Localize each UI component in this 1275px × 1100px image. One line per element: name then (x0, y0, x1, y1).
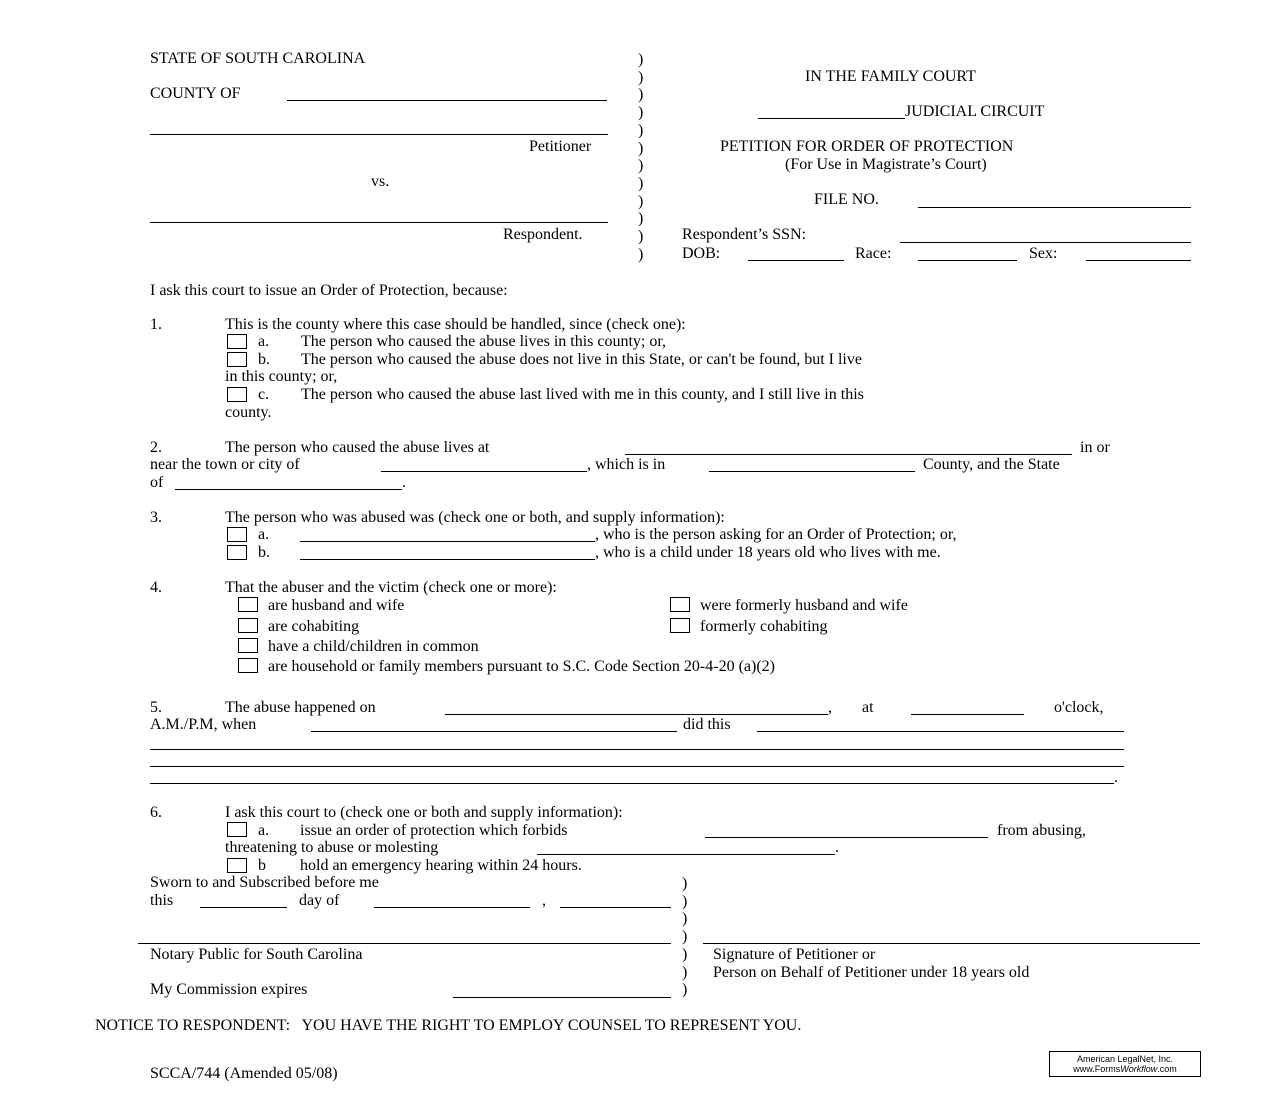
abuse-description-field-1[interactable] (757, 731, 1124, 732)
logo-url: www.FormsWorkflow.com (1073, 1064, 1177, 1074)
section-1b-text: The person who caused the abuse does not live in this State, or can't be found, but I live (301, 351, 862, 368)
sworn-year-field[interactable] (560, 907, 671, 908)
petitioner-label: Petitioner (529, 138, 592, 155)
race-label: Race: (855, 245, 892, 262)
section-6b-letter: b (258, 857, 266, 874)
file-no-field[interactable] (918, 207, 1191, 208)
household-members-checkbox[interactable] (238, 658, 258, 673)
sworn-this-label: this (150, 892, 174, 909)
abuser-state-field[interactable] (175, 489, 402, 490)
state-label: STATE OF SOUTH CAROLINA (150, 50, 366, 67)
section-3b-name-field[interactable] (300, 559, 595, 560)
notary-label: Notary Public for South Carolina (150, 946, 363, 963)
section-1a-text: The person who caused the abuse lives in this county; or, (301, 333, 667, 350)
section-3-number: 3. (150, 509, 162, 526)
sworn-comma: , (542, 892, 546, 909)
cohabiting-checkbox[interactable] (238, 618, 258, 633)
intro-text: I ask this court to issue an Order of Protection, because: (150, 282, 508, 299)
section-2-county-label: County, and the State (923, 456, 1060, 473)
section-6-number: 6. (150, 804, 162, 821)
abuse-description-field-4[interactable] (150, 783, 1114, 784)
abuser-name-field[interactable] (311, 731, 677, 732)
section-4-number: 4. (150, 579, 162, 596)
notice-to-respondent: NOTICE TO RESPONDENT: YOU HAVE THE RIGHT TO EMPLOY COUNSEL TO REPRESENT YOU. (95, 1017, 802, 1034)
abuser-town-field[interactable] (381, 471, 587, 472)
section-2-town-label: near the town or city of (150, 456, 300, 473)
section-5-period: . (1114, 769, 1118, 786)
section-6b-checkbox[interactable] (227, 858, 247, 873)
vs-label: vs. (371, 173, 390, 190)
husband-wife-checkbox[interactable] (238, 597, 258, 612)
section-3a-name-field[interactable] (300, 541, 595, 542)
dob-field[interactable] (748, 260, 844, 261)
abuse-date-field[interactable] (445, 714, 828, 715)
section-3a-letter: a. (258, 526, 270, 543)
section-6a-text-cont: threatening to abuse or molesting (225, 839, 439, 856)
section-3b-letter: b. (258, 544, 270, 561)
section-1c-checkbox[interactable] (227, 387, 247, 402)
abuser-address-field[interactable] (625, 454, 1072, 455)
sworn-day-of-label: day of (299, 892, 340, 909)
court-label: IN THE FAMILY COURT (805, 68, 976, 85)
judicial-circuit-field[interactable] (758, 118, 905, 119)
section-2-of-label: of (150, 474, 164, 491)
section-1c-letter: c. (258, 386, 270, 403)
sworn-month-field[interactable] (374, 907, 530, 908)
section-3a-text: , who is the person asking for an Order of Protection; or, (595, 526, 957, 543)
ssn-label: Respondent’s SSN: (682, 226, 807, 243)
section-5-text: The abuse happened on (225, 699, 376, 716)
formerly-husband-wife-label: were formerly husband and wife (700, 597, 908, 614)
form-title: PETITION FOR ORDER OF PROTECTION (720, 138, 1014, 155)
abuser-county-field[interactable] (709, 471, 915, 472)
legalnet-logo (1049, 1051, 1201, 1077)
household-members-label: are household or family members pursuant to S.C. Code Section 20-4-20 (a)(2) (268, 658, 775, 675)
section-5-ampm: A.M./P.M, when (150, 716, 257, 733)
section-4-text: That the abuser and the victim (check one or more): (225, 579, 557, 596)
logo-company: American LegalNet, Inc. (1076, 1054, 1174, 1064)
section-3b-text: , who is a child under 18 years old who lives with me. (595, 544, 941, 561)
sex-label: Sex: (1029, 245, 1058, 262)
section-5-did-this: did this (683, 716, 731, 733)
petitioner-name-field[interactable] (150, 134, 608, 135)
section-3-text: The person who was abused was (check one or both, and supply information): (225, 509, 725, 526)
formerly-cohabiting-label: formerly cohabiting (700, 618, 828, 635)
dob-label: DOB: (682, 245, 721, 262)
abuse-time-field[interactable] (911, 714, 1024, 715)
section-6-text: I ask this court to (check one or both and supply information): (225, 804, 623, 821)
section-1b-checkbox[interactable] (227, 352, 247, 367)
section-1b-letter: b. (258, 351, 270, 368)
caption-parentheses: ) ) ) ) ) ) ) ) ) ) ) ) (638, 51, 644, 263)
section-6b-text: hold an emergency hearing within 24 hours. (300, 857, 582, 874)
commission-expires-field[interactable] (453, 997, 671, 998)
section-3b-checkbox[interactable] (227, 545, 247, 560)
respondent-label: Respondent. (503, 226, 583, 243)
protected-person-field[interactable] (537, 854, 835, 855)
sworn-text: Sworn to and Subscribed before me (150, 874, 379, 891)
county-field[interactable] (287, 100, 607, 101)
section-5-oclock: o'clock, (1054, 699, 1104, 716)
section-2-number: 2. (150, 439, 162, 456)
section-5-at-label: at (862, 699, 874, 716)
form-subtitle: (For Use in Magistrate’s Court) (785, 156, 987, 173)
file-no-label: FILE NO. (814, 191, 879, 208)
section-2-in-or: in or (1080, 439, 1110, 456)
signature-label-2: Person on Behalf of Petitioner under 18 years old (713, 964, 1030, 981)
section-6a-text: issue an order of protection which forbids (300, 822, 568, 839)
judicial-circuit-label: JUDICIAL CIRCUIT (905, 103, 1045, 120)
ssn-field[interactable] (900, 242, 1191, 243)
commission-label: My Commission expires (150, 981, 308, 998)
section-6a-checkbox[interactable] (227, 822, 247, 837)
section-2-which-label: , which is in (587, 456, 666, 473)
county-label: COUNTY OF (150, 85, 241, 102)
respondent-name-field[interactable] (150, 222, 608, 223)
section-1a-letter: a. (258, 333, 270, 350)
cohabiting-label: are cohabiting (268, 618, 360, 635)
formerly-cohabiting-checkbox[interactable] (670, 618, 690, 633)
section-1a-checkbox[interactable] (227, 334, 247, 349)
sworn-day-field[interactable] (200, 907, 287, 908)
child-in-common-checkbox[interactable] (238, 638, 258, 653)
section-5-comma: , (828, 699, 832, 716)
signature-label-1: Signature of Petitioner or (713, 946, 876, 963)
section-6a-from-abusing: from abusing, (997, 822, 1086, 839)
section-6a-letter: a. (258, 822, 270, 839)
abuse-description-field-3[interactable] (150, 766, 1124, 767)
notary-signature-field[interactable] (138, 943, 671, 944)
race-field[interactable] (918, 260, 1017, 261)
child-in-common-label: have a child/children in common (268, 638, 479, 655)
section-6a-period: . (835, 839, 839, 856)
section-1c-text-cont: county. (225, 404, 272, 421)
abuse-description-field-2[interactable] (150, 749, 1124, 750)
section-1-number: 1. (150, 316, 162, 333)
section-3a-checkbox[interactable] (227, 527, 247, 542)
section-1-text: This is the county where this case should be handled, since (check one): (225, 316, 686, 333)
formerly-husband-wife-checkbox[interactable] (670, 597, 690, 612)
sex-field[interactable] (1086, 260, 1191, 261)
sworn-parentheses: ) ) ) ) ) ) ) (682, 875, 688, 999)
section-5-number: 5. (150, 699, 162, 716)
form-id: SCCA/744 (Amended 05/08) (150, 1065, 338, 1082)
husband-wife-label: are husband and wife (268, 597, 405, 614)
section-2-text: The person who caused the abuse lives at (225, 439, 490, 456)
section-2-period: . (402, 474, 406, 491)
forbidden-person-field[interactable] (705, 837, 988, 838)
petitioner-signature-field[interactable] (703, 943, 1200, 944)
section-1b-text-cont: in this county; or, (225, 368, 338, 385)
section-1c-text: The person who caused the abuse last lived with me in this county, and I still live in this (301, 386, 864, 403)
